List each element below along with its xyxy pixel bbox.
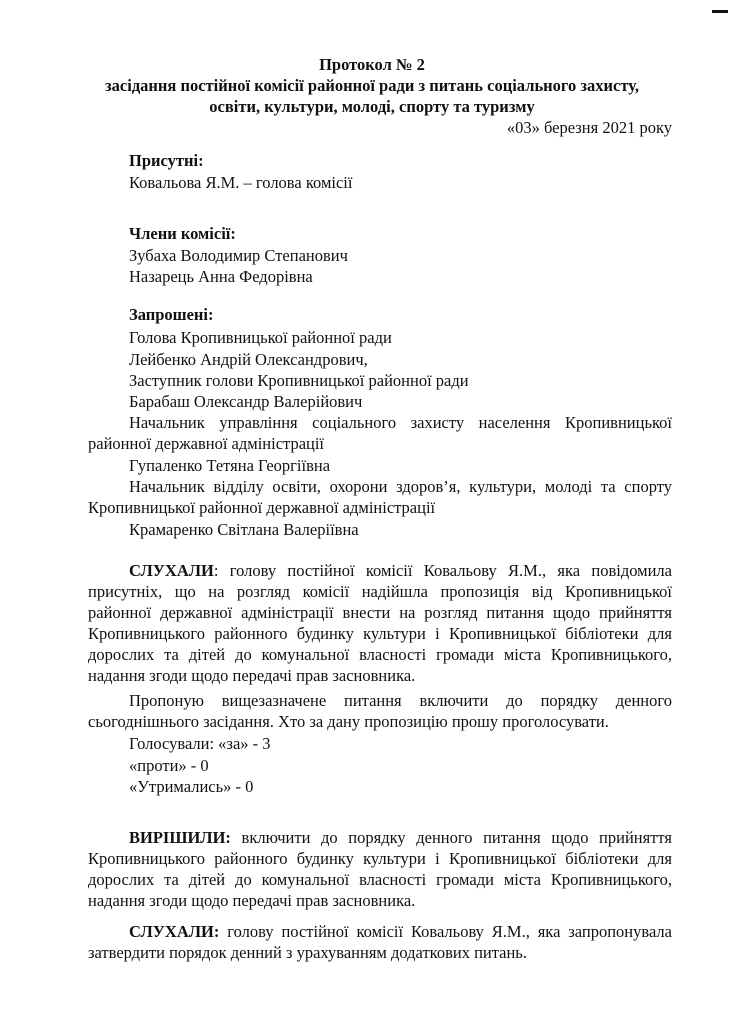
heard-paragraph-2 [88, 921, 672, 963]
protocol-date: «03» березня 2021 року [506, 118, 672, 137]
member-item: Назарець Анна Федорівна [129, 267, 313, 286]
vote-abstain: «Утримались» - 0 [129, 777, 254, 796]
proposal-paragraph: Пропоную вищезазначене питання включити до порядку денного сьогоднішнього засідання. Хто за дану пропозицію прошу проголосувати. [88, 691, 672, 731]
invited-line: Начальник відділу освіти, охорони здоров’я, культури, молоді та спорту Кропивницької районної державної адміністрації [88, 477, 672, 517]
heard-text: голову постійної комісії Ковальову Я.М., яка запропонувала затвердити порядок денний з урахуванням додаткових питань. [88, 922, 672, 962]
heard-label: СЛУХАЛИ: [129, 922, 220, 941]
members-heading: Члени комісії: [129, 224, 236, 243]
corner-mark [712, 10, 728, 13]
protocol-subtitle-line2: освіти, культури, молоді, спорту та туризму [209, 97, 535, 116]
invited-line: Начальник управління соціального захисту населення Кропивницької районної державної адміністрації [88, 413, 672, 453]
vote-for: Голосували: «за» - 3 [129, 734, 271, 753]
decided-text: включити до порядку денного питання щодо прийняття Кропивницького районного будинку культури і Кропивницької бібліотеки для дорослих та дітей до комунальної власності громади міста Кропивницького, надання згоди щодо передачі прав засновника. [88, 828, 672, 910]
vote-against: «проти» - 0 [129, 756, 209, 775]
invited-line: Барабаш Олександр Валерійович [129, 392, 363, 411]
invited-line: Заступник голови Кропивницької районної ради [129, 371, 469, 390]
protocol-header [80, 54, 664, 117]
present-heading: Присутні: [129, 151, 204, 170]
decided-paragraph [88, 827, 672, 911]
present-chair: Ковальова Я.М. – голова комісії [129, 173, 353, 192]
heard-label: СЛУХАЛИ [129, 561, 214, 580]
decided-label: ВИРІШИЛИ: [129, 828, 231, 847]
heard-paragraph-1 [88, 560, 672, 686]
protocol-subtitle-line1: засідання постійної комісії районної ради з питань соціального захисту, [105, 76, 639, 95]
protocol-title: Протокол № 2 [319, 55, 425, 74]
member-item: Зубаха Володимир Степанович [129, 246, 348, 265]
invited-line: Крамаренко Світлана Валеріївна [129, 520, 359, 539]
invited-line: Лейбенко Андрій Олександрович, [129, 350, 368, 369]
heard-text: : голову постійної комісії Ковальову Я.М., яка повідомила присутніх, що на розгляд комісії надійшла пропозиція від Кропивницької районної державної адміністрації внести на розгляд питання щодо прийняття Кропивницького районного будинку культури і Кропивницької бібліотеки для дорослих та дітей до комунальної власності громади міста Кропивницького, надання згоди щодо передачі прав засновника. [88, 561, 672, 685]
invited-line: Гупаленко Тетяна Георгіївна [129, 456, 331, 475]
invited-line: Голова Кропивницької районної ради [129, 328, 392, 347]
invited-heading: Запрошені: [129, 305, 214, 324]
